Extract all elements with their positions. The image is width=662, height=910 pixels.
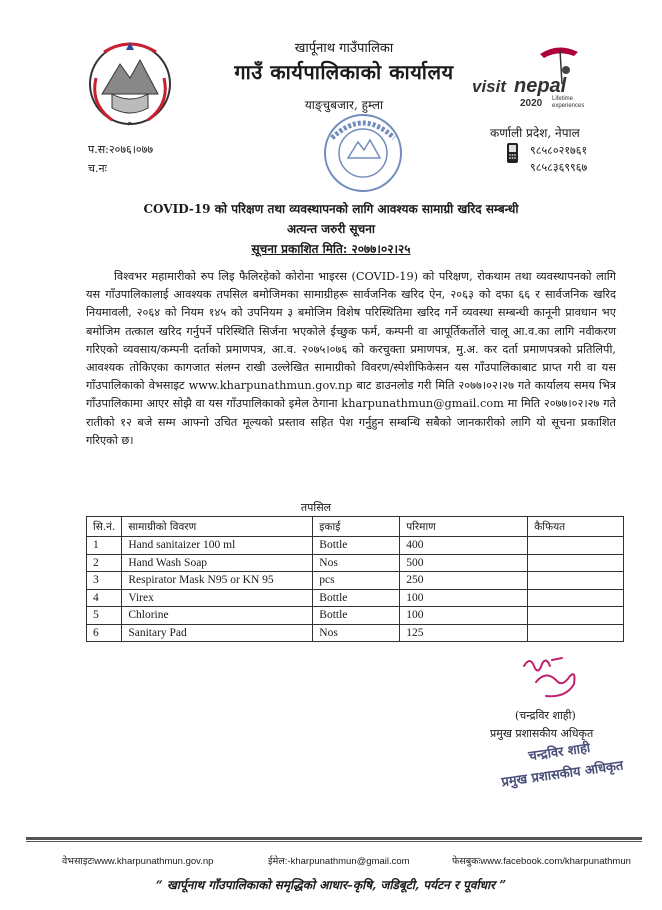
header-remarks: कैफियत — [528, 517, 624, 537]
cell-item: Hand Wash Soap — [122, 554, 313, 572]
mobile-phone-icon — [506, 142, 519, 164]
table-row — [87, 624, 624, 642]
phone-number: ९८५८३६९९६७ — [530, 161, 588, 174]
cell-unit: Bottle — [313, 589, 400, 607]
svg-text:nepal: nepal — [514, 75, 567, 97]
office-seal-stamp — [318, 108, 408, 198]
cell-item: Hand sanitaizer 100 ml — [122, 537, 313, 555]
cell-quantity: 100 — [400, 589, 528, 607]
table-caption: तपसिल — [300, 501, 332, 514]
svg-text:⚑: ⚑ — [127, 121, 133, 128]
office-name: गाउँ कार्यपालिकाको कार्यालय — [234, 60, 454, 84]
stamp-role: प्रमुख प्रशासकीय अधिकृत — [500, 758, 625, 791]
phone-number: ९८५८०२१७६१ — [530, 144, 588, 157]
cell-remarks — [528, 537, 624, 555]
cell-unit: Bottle — [313, 537, 400, 555]
cell-quantity: 400 — [400, 537, 528, 555]
cell-item: Virex — [122, 589, 313, 607]
cell-unit: Nos — [313, 624, 400, 642]
footer-email: ईमेल:-kharpunathmun@gmail.com — [268, 856, 410, 867]
cell-quantity: 250 — [400, 572, 528, 590]
municipality-name: खार्पूनाथ गाउँपालिका — [294, 41, 394, 56]
cell-quantity: 500 — [400, 554, 528, 572]
cell-item: Respirator Mask N95 or KN 95 — [122, 572, 313, 590]
svg-text:experiences: experiences — [552, 103, 585, 109]
publish-date: सूचना प्रकाशित मिति: २०७७।०२।२५ — [251, 242, 411, 256]
cell-remarks — [528, 572, 624, 590]
cell-sn: 1 — [87, 537, 122, 555]
svg-text:2020: 2020 — [520, 98, 543, 109]
table-row — [87, 572, 624, 590]
notice-title: COVID-19 को परिक्षण तथा व्यवस्थापनको लागि आवश्यक सामाग्री खरिद सम्बन्धी — [143, 202, 519, 216]
cell-remarks — [528, 554, 624, 572]
cell-sn: 4 — [87, 589, 122, 607]
cell-quantity: 125 — [400, 624, 528, 642]
header-quantity: परिमाण — [400, 517, 528, 537]
notice-subtitle: अत्यन्त जरुरी सूचना — [286, 222, 376, 236]
cell-sn: 3 — [87, 572, 122, 590]
footer-motto: “ खार्पूनाथ गाँउपालिकाको समृद्धिको आधार–कृषि, जडिबूटी, पर्यटन र पूर्वाधार ” — [155, 878, 507, 892]
header-description: सामाग्रीको विवरण — [122, 517, 313, 537]
cell-unit: pcs — [313, 572, 400, 590]
reference-number: प.स:२०७६।०७७ — [88, 143, 154, 156]
table-row — [87, 589, 624, 607]
table-header-row — [87, 517, 624, 537]
dispatch-number: च.नः — [88, 162, 107, 175]
cell-quantity: 100 — [400, 607, 528, 625]
cell-unit: Bottle — [313, 607, 400, 625]
svg-text:Lifetime: Lifetime — [552, 96, 574, 102]
header-sn: सि.नं. — [87, 517, 122, 537]
header-unit: इकाई — [313, 517, 400, 537]
stamp-name: चन्द्रविर शाही — [527, 740, 592, 765]
cell-unit: Nos — [313, 554, 400, 572]
table-row — [87, 554, 624, 572]
cell-sn: 2 — [87, 554, 122, 572]
cell-sn: 6 — [87, 624, 122, 642]
signatory-name: (चन्द्रविर शाही) — [515, 709, 576, 722]
office-location: याङ्चुबजार, हुम्ला — [304, 98, 384, 112]
footer-divider-thin — [26, 841, 642, 842]
signatory-role: प्रमुख प्रशासकीय अधिकृत — [490, 727, 594, 740]
table-row — [87, 607, 624, 625]
province-label: कर्णाली प्रदेश, नेपाल — [490, 126, 580, 140]
svg-text:visit: visit — [472, 77, 507, 96]
phone-numbers — [530, 142, 587, 176]
cell-remarks — [528, 607, 624, 625]
footer-divider — [26, 837, 642, 840]
footer-facebook: फेसबुकःwww.facebook.com/kharpunathmun — [452, 856, 631, 867]
notice-body: विश्वभर महामारीको रुप लिइ फैलिरहेको कोरोना भाइरस (COVID-19) को परिक्षण, रोकथाम तथा व्यवस्थापनको लागि यस गाँउपालिकालाई आवश्यक तपसिल बमोजिमका सामाग्रीहरू सार्वजनिक खरिद ऐन, २०६३ को दफा ६६ र सार्वजनिक खरिद नियमावली, २०६४ को नियम १४५ को उपनियम ३ बमोजिम विशेष परिस्थितिमा खरिद गर्ने व्यवस्था सम्बन्धी कानूनी प्रावधान भए बमोजिम तत्काल खरिद गर्नुपर्ने परिस्थिति सिर्जना भएकोले ईच्छुक फर्म, कम्पनी वा आपूर्तिकर्तोले चालू आ.व.का लागि नवीकरण गरिएको व्यवसाय/कम्पनी दर्ताको प्रमाणपत्र, आ.व. २०७५।०७६ को करचुक्ता प्रमाणपत्र, मु.अ. कर दर्ता प्रमाणपत्रको प्रतिलिपी, आवश्यक तोकिएका कागजात संलग्न राखी उल्लेखित सामाग्रीको विवरण/स्पेशीफिकेसन यस गाँउपालिकाबाट प्राप्त गरी वा यस गाँउपालिकाको वेभसाइट www.kharpunathmun.gov.np बाट डाउनलोड गरी मिति २०७७।०२।२७ गते कार्यालय समय भित्र गाँउपालिकामा आएर सोझै वा यस गाँउपालिकाको इमेल ठेगाना kharpunathmun@gmail.com मा मिति २०७७।०२।२७ गते रातीको १२ बजे सम्म आफ्नो उचित मूल्यको प्रस्ताव सहित पेश गर्नुहुन सम्बन्धि सबैको जानकारीको लागि यो सूचना प्रकाशित गरिएको छ। — [86, 270, 616, 447]
handwritten-signature — [516, 652, 586, 707]
cell-item: Sanitary Pad — [122, 624, 313, 642]
footer-website: वेभसाइटःwww.kharpunathmun.gov.np — [62, 856, 214, 867]
cell-remarks — [528, 589, 624, 607]
table-row — [87, 537, 624, 555]
cell-item: Chlorine — [122, 607, 313, 625]
items-table — [86, 516, 624, 642]
cell-remarks — [528, 624, 624, 642]
designation-stamp — [484, 732, 639, 796]
cell-sn: 5 — [87, 607, 122, 625]
